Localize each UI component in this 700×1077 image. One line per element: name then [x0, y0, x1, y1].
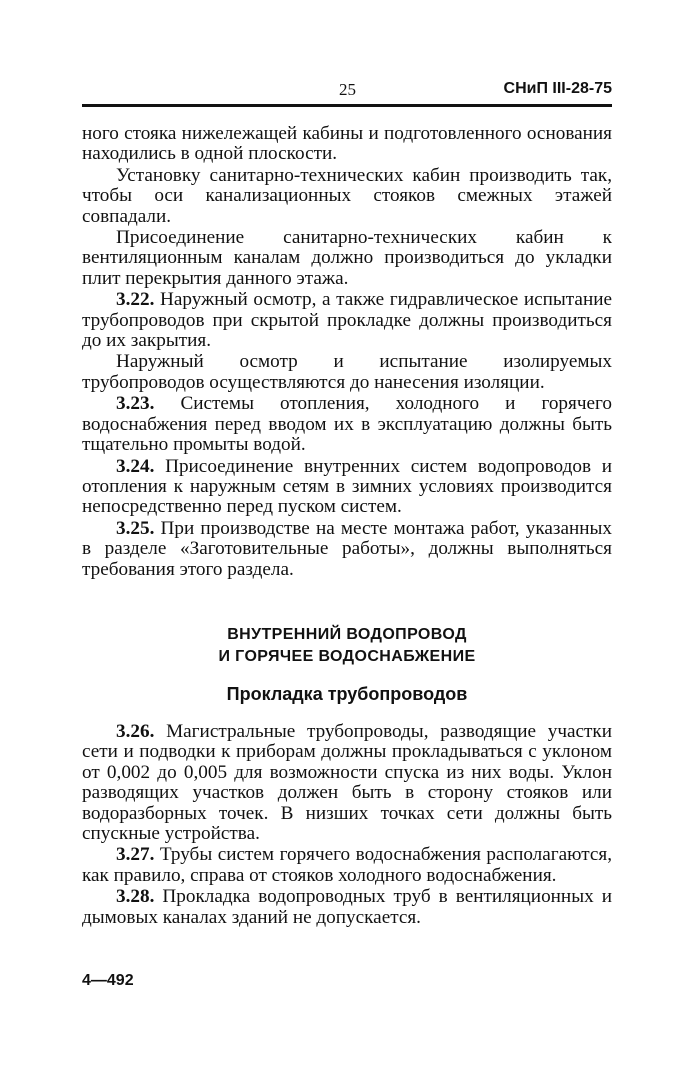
section-heading	[82, 624, 612, 668]
signature-mark: 4—492	[82, 972, 134, 989]
header-rule	[82, 104, 612, 107]
page-number: 25	[339, 80, 356, 99]
paragraph-3-24: 3.24. Присоединение внутренних систем водопроводов и отопления к наружным сетям в зимних условиях производится непосредственно перед пуском систем.	[82, 455, 612, 518]
clause-number: 3.26.	[116, 721, 155, 742]
document-code: СНиП III-28-75	[503, 80, 612, 97]
clause-number: 3.28.	[116, 886, 155, 908]
paragraph-3-26: 3.26. Магистральные трубопроводы, разводящие участки сети и подводки к приборам должны прокладываться с уклоном от 0,002 до 0,005 для возможности спуска из них воды. Уклон разводящих участков должен быть в сторону стояков или водоразборных точек. В низших точках сети должны быть спускные устройства.	[82, 721, 612, 845]
paragraph: Наружный осмотр и испытание изолируемых трубопроводов осуществляются до нанесения изоляции.	[82, 351, 612, 393]
body-text-lower	[82, 722, 612, 929]
paragraph-3-28: 3.28. Прокладка водопроводных труб в вентиляционных и дымовых каналах зданий не допускается.	[82, 886, 612, 928]
paragraph-3-27: 3.27. Трубы систем горячего водоснабжения располагаются, как правило, справа от стояков холодного водоснабжения.	[82, 844, 612, 886]
section-heading-line1: ВНУТРЕННИЙ ВОДОПРОВОД	[227, 626, 467, 643]
paragraph-3-25: 3.25. При производстве на месте монтажа работ, указанных в разделе «Заготовительные работы», должны выполняться требования этого раздела.	[82, 517, 612, 580]
clause-number: 3.25.	[116, 517, 155, 539]
paragraph: ного стояка нижележащей кабины и подготовленного основания находились в одной плоскости.	[82, 123, 612, 165]
section-heading-line2: И ГОРЯЧЕЕ ВОДОСНАБЖЕНИЕ	[218, 648, 476, 665]
clause-number: 3.23.	[116, 393, 155, 415]
paragraph-3-23: 3.23. Системы отопления, холодного и горячего водоснабжения перед вводом их в эксплуатацию должны быть тщательно промыты водой.	[82, 393, 613, 456]
page-header	[82, 80, 612, 102]
paragraph: Присоединение санитарно-технических кабин к вентиляционным каналам должно производиться до укладки плит перекрытия данного этажа.	[82, 227, 612, 289]
clause-number: 3.27.	[116, 844, 155, 866]
paragraph: Установку санитарно-технических кабин производить так, чтобы оси канализационных стояков смежных этажей совпадали.	[82, 164, 612, 227]
clause-number: 3.24.	[116, 455, 155, 477]
body-text-upper	[82, 124, 612, 581]
subsection-heading: Прокладка трубопроводов	[226, 684, 468, 704]
clause-number: 3.22.	[116, 289, 155, 311]
paragraph-3-22: 3.22. Наружный осмотр, а также гидравлическое испытание трубопроводов при скрытой прокладке должны производиться до их закрытия.	[82, 289, 612, 352]
